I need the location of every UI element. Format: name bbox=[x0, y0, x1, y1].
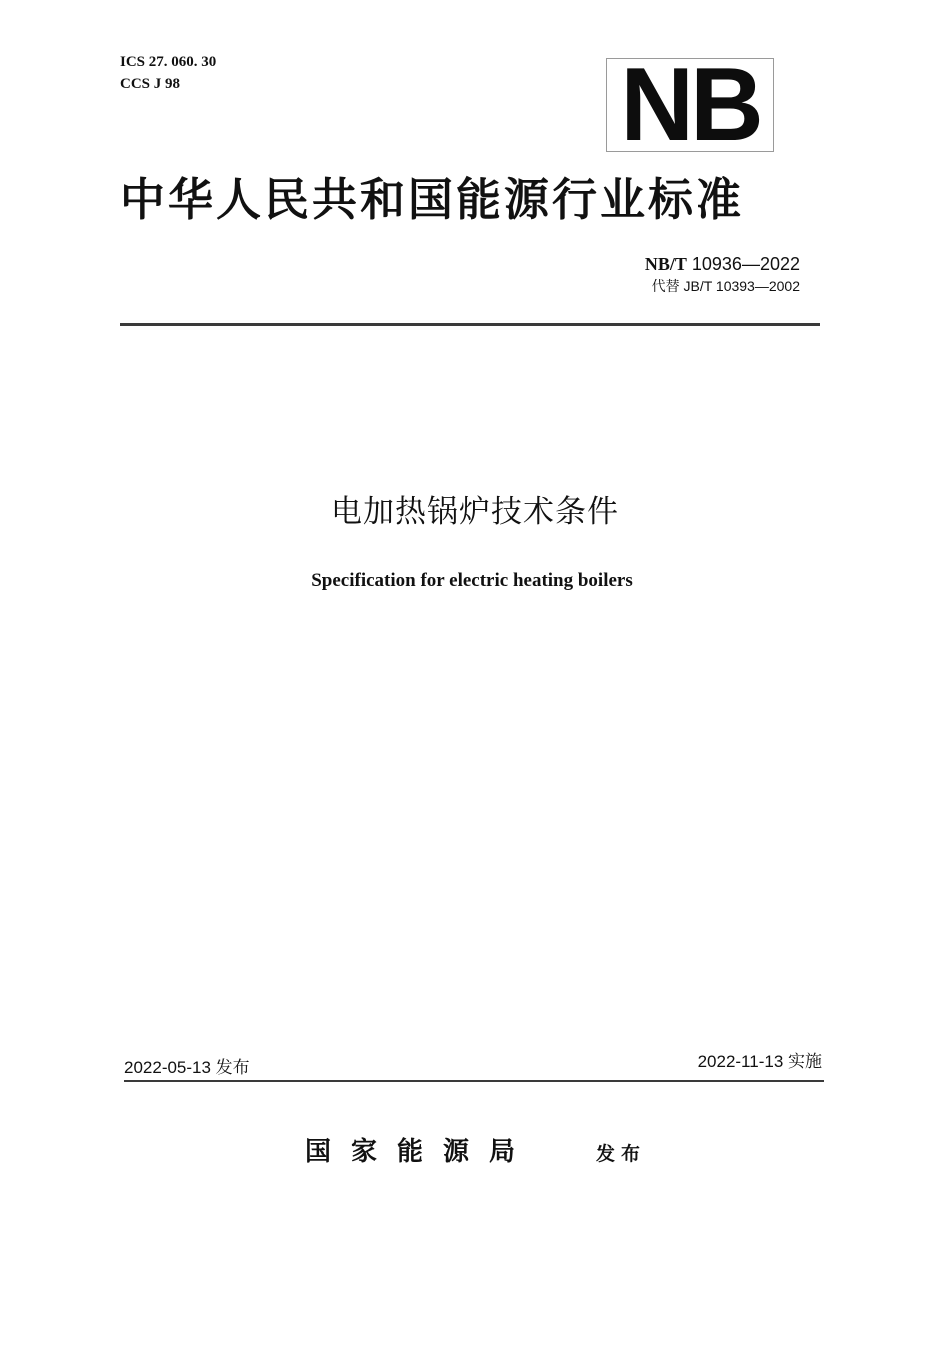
org-title: 中华人民共和国能源行业标准 bbox=[120, 173, 745, 226]
document-title-en: Specification for electric heating boilers bbox=[311, 570, 633, 591]
nb-logo bbox=[606, 47, 774, 163]
ccs-code: CCS J 98 bbox=[120, 76, 181, 92]
document-title-cn: 电加热锅炉技术条件 bbox=[331, 494, 619, 530]
effective-date: 2022-11-13 实施 bbox=[697, 1052, 822, 1071]
header-divider bbox=[120, 323, 820, 326]
nb-logo-text: NB bbox=[620, 47, 760, 163]
footer-divider bbox=[124, 1080, 824, 1082]
publish-date: 2022-05-13 发布 bbox=[124, 1058, 250, 1077]
issuer-action: 发布 bbox=[596, 1143, 647, 1165]
standard-number-prefix: NB/T bbox=[644, 254, 687, 274]
issuer-name: 国家能源局 bbox=[305, 1137, 536, 1167]
standard-number bbox=[645, 253, 800, 275]
standard-number-value: 10936—2022 bbox=[691, 254, 800, 274]
standard-replaces: 代替 JB/T 10393—2002 bbox=[651, 278, 800, 294]
ics-code: ICS 27. 060. 30 bbox=[120, 54, 217, 70]
